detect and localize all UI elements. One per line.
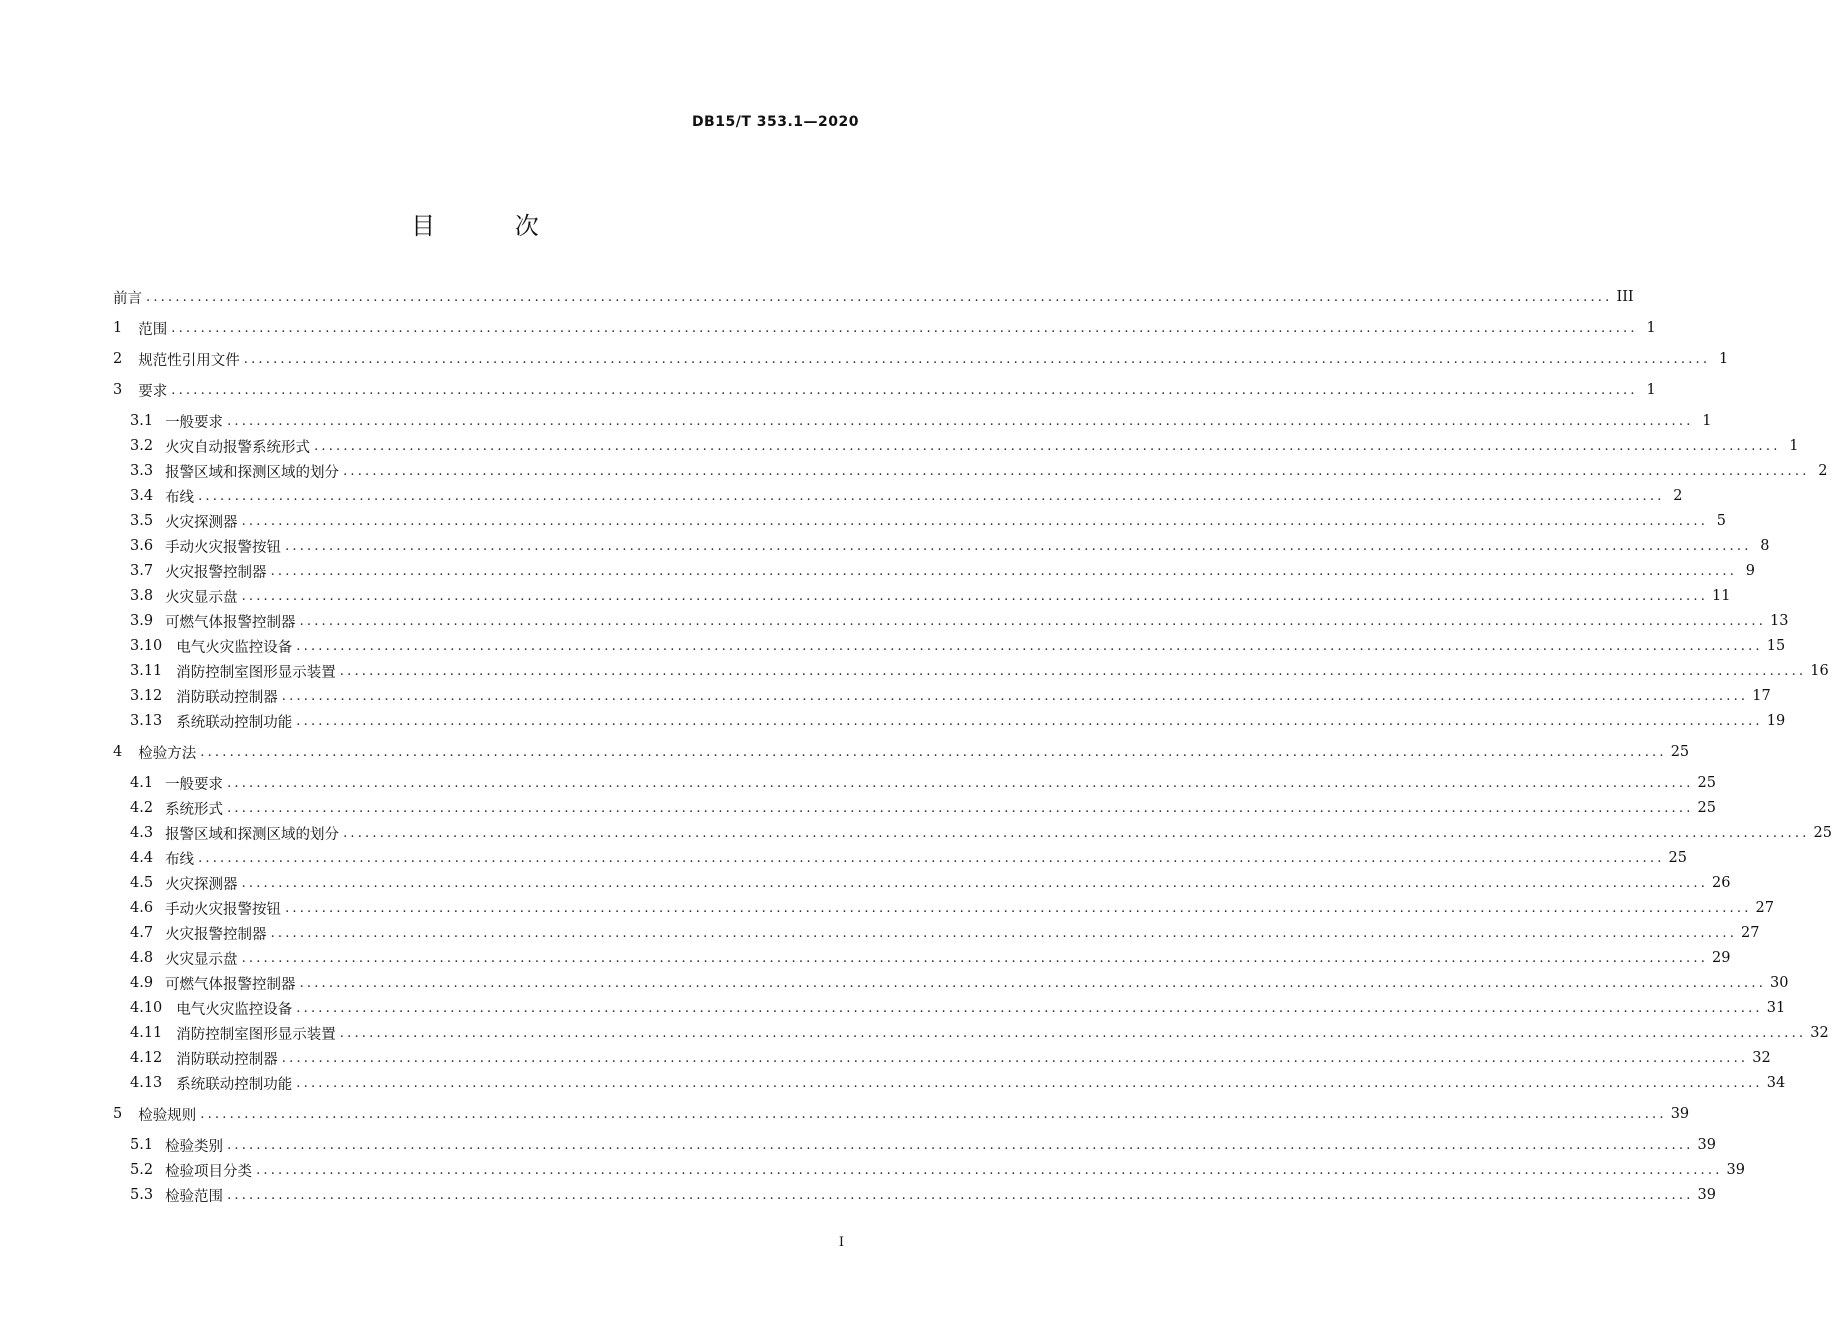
toc-entry-label: 检验类别 [165,1138,224,1155]
toc-entry-label: 可燃气体报警控制器 [165,976,296,993]
toc-entry-page: 25 [1670,744,1690,760]
toc-entry-label: 布线 [165,489,195,506]
toc-entry-number: 4 [113,744,123,760]
toc-entry-number: 3.9 [130,613,154,629]
toc-entry-number: 3.11 [130,663,163,679]
toc-leader-dots: ........................................................................................................................................................................................................ [296,638,1763,654]
toc-entry-number: 1 [113,320,123,336]
toc-entry-label: 消防控制室图形显示装置 [176,664,336,681]
toc-entry[interactable] [130,535,1770,557]
toc-entry-label: 一般要求 [165,414,224,431]
toc-entry-label: 检验项目分类 [165,1163,253,1180]
toc-entry[interactable] [130,510,1727,532]
toc-leader-dots: ........................................................................................................................................................................................................ [281,688,1749,704]
toc-entry-page: 30 [1770,975,1789,991]
toc-entry[interactable] [130,410,1712,432]
toc-entry-number: 5 [113,1106,123,1122]
toc-leader-dots: ........................................................................................................................................................................................................ [339,1025,1807,1041]
toc-leader-dots: ........................................................................................................................................................................................................ [299,975,1767,991]
toc-entry-page: 27 [1741,925,1760,941]
toc-entry-number: 3 [113,382,123,398]
toc-entry[interactable] [113,348,1729,370]
toc-entry-page: 39 [1697,1187,1716,1203]
toc-entry[interactable] [130,947,1731,969]
toc-leader-dots: ........................................................................................................................................................................................................ [270,925,1738,941]
toc-entry-number: 3.1 [130,413,154,429]
toc-entry[interactable] [130,660,1829,682]
toc-entry[interactable] [130,997,1786,1019]
toc-entry-page: 32 [1810,1025,1829,1041]
toc-entry-page: 19 [1766,713,1786,729]
toc-entry-page: 27 [1755,900,1774,916]
toc-entry-page: 11 [1712,588,1731,604]
toc-entry-number: 4.8 [130,950,154,966]
toc-entry-page: 13 [1770,613,1789,629]
toc-entry-label: 范围 [138,321,168,338]
toc-entry-label: 系统联动控制功能 [176,1076,293,1093]
toc-entry-label: 火灾显示盘 [165,589,238,606]
toc-entry-number: 3.2 [130,438,154,454]
toc-entry-page: 1 [1646,382,1656,398]
toc-leader-dots: ........................................................................................................................................................................................................ [241,588,1709,604]
toc-entry-label: 检验范围 [165,1188,224,1205]
toc-entry[interactable] [130,1159,1745,1181]
toc-entry-page: 9 [1745,563,1756,579]
toc-entry-number: 4.11 [130,1025,163,1041]
toc-entry-number: 4.6 [130,900,154,916]
toc-entry[interactable] [113,317,1656,339]
toc-leader-dots: ........................................................................................................................................................................................................ [270,563,1738,579]
toc-entry-label: 火灾显示盘 [165,951,238,968]
toc-entry[interactable] [130,897,1774,919]
toc-entry-page: 15 [1766,638,1786,654]
toc-entry-label: 可燃气体报警控制器 [165,614,296,631]
toc-entry[interactable] [130,1047,1771,1069]
toc-entry[interactable] [130,972,1789,994]
toc-entry-label: 报警区域和探测区域的划分 [165,826,340,843]
toc-entry-label: 前言 [113,290,142,307]
toc-entry[interactable] [113,1103,1690,1125]
toc-entry[interactable] [130,710,1786,732]
toc-entry-number: 3.7 [130,563,154,579]
toc-entry-label: 检验规则 [138,1107,197,1124]
toc-entry[interactable] [130,872,1731,894]
toc-entry-number: 4.3 [130,825,154,841]
toc-entry-label: 系统联动控制功能 [176,714,293,731]
toc-entry-page: 34 [1766,1075,1786,1091]
toc-leader-dots: ........................................................................................................................................................................................................ [146,289,1613,305]
toc-leader-dots: ........................................................................................................................................................................................................ [227,413,1694,429]
toc-entry-number: 4.4 [130,850,154,866]
toc-entry-page: 25 [1668,850,1687,866]
toc-leader-dots: ........................................................................................................................................................................................................ [339,663,1807,679]
toc-entry-label: 检验方法 [138,745,197,762]
toc-entry-page: III [1616,289,1634,305]
toc-entry[interactable] [130,685,1771,707]
toc-leader-dots: ........................................................................................................................................................................................................ [314,438,1781,454]
toc-entry-number: 4.10 [130,1000,163,1016]
toc-entry-label: 一般要求 [165,776,224,793]
toc-entry-label: 消防联动控制器 [176,689,278,706]
toc-entry-page: 25 [1697,800,1716,816]
toc-entry[interactable] [130,797,1716,819]
toc-entry-page: 2 [1673,488,1683,504]
toc-leader-dots: ........................................................................................................................................................................................................ [200,1106,1667,1122]
toc-entry[interactable] [130,635,1786,657]
toc-entry-label: 手动火灾报警按钮 [165,539,282,556]
toc-leader-dots: ........................................................................................................................................................................................................ [200,744,1667,760]
toc-entry-page: 31 [1766,1000,1786,1016]
toc-leader-dots: ........................................................................................................................................................................................................ [227,1187,1694,1203]
toc-entry-label: 电气火灾监控设备 [176,1001,293,1018]
toc-entry-number: 4.9 [130,975,154,991]
toc-entry-number: 2 [113,351,123,367]
toc-entry-number: 3.8 [130,588,154,604]
toc-leader-dots: ........................................................................................................................................................................................................ [285,900,1752,916]
toc-entry-page: 1 [1702,413,1712,429]
toc-entry-number: 4.7 [130,925,154,941]
toc-leader-dots: ........................................................................................................................................................................................................ [285,538,1752,554]
toc-leader-dots: ........................................................................................................................................................................................................ [227,800,1694,816]
toc-entry-page: 17 [1752,688,1771,704]
toc-entry[interactable] [130,435,1799,457]
toc-leader-dots: ........................................................................................................................................................................................................ [241,513,1709,529]
page-folio: I [838,1235,844,1250]
toc-entry-number: 3.13 [130,713,163,729]
toc-entry-number: 4.13 [130,1075,163,1091]
toc-entry-label: 火灾探测器 [165,514,238,531]
toc-leader-dots: ........................................................................................................................................................................................................ [198,488,1665,504]
toc-entry-label: 火灾报警控制器 [165,564,267,581]
toc-entry-page: 39 [1670,1106,1690,1122]
toc-leader-dots: ........................................................................................................................................................................................................ [296,1075,1763,1091]
toc-leader-dots: ........................................................................................................................................................................................................ [198,850,1665,866]
toc-entry-page: 29 [1712,950,1731,966]
toc-entry-number: 5.1 [130,1137,154,1153]
toc-entry-page: 5 [1716,513,1727,529]
toc-entry-number: 4.5 [130,875,154,891]
page-title: 目 次 [411,212,575,240]
toc-entry-number: 5.2 [130,1162,154,1178]
toc-leader-dots: ........................................................................................................................................................................................................ [241,875,1709,891]
toc-entry-page: 1 [1789,438,1799,454]
toc-entry-page: 39 [1697,1137,1716,1153]
toc-leader-dots: ........................................................................................................................................................................................................ [256,1162,1723,1178]
toc-entry[interactable] [130,822,1832,844]
toc-entry-label: 消防控制室图形显示装置 [176,1026,336,1043]
toc-entry-number: 4.2 [130,800,154,816]
toc-entry-page: 2 [1818,463,1828,479]
toc-entry-label: 规范性引用文件 [138,352,240,369]
toc-leader-dots: ........................................................................................................................................................................................................ [296,713,1763,729]
toc-entry-number: 3.6 [130,538,154,554]
toc-leader-dots: ........................................................................................................................................................................................................ [343,463,1810,479]
toc-entry-label: 电气火灾监控设备 [176,639,293,656]
toc-entry-page: 39 [1726,1162,1745,1178]
toc-leader-dots: ........................................................................................................................................................................................................ [281,1050,1749,1066]
toc-entry-label: 系统形式 [165,801,224,818]
toc-leader-dots: ........................................................................................................................................................................................................ [171,382,1638,398]
toc-entry-number: 4.12 [130,1050,163,1066]
toc-entry[interactable] [130,1022,1829,1044]
toc-entry-number: 3.4 [130,488,154,504]
toc-entry-number: 3.3 [130,463,154,479]
toc-entry-page: 25 [1697,775,1716,791]
toc-leader-dots: ........................................................................................................................................................................................................ [299,613,1767,629]
toc-entry-label: 火灾探测器 [165,876,238,893]
toc-entry-page: 8 [1760,538,1770,554]
doc-code: DB15/T 353.1—2020 [691,114,859,130]
toc-entry-label: 消防联动控制器 [176,1051,278,1068]
toc-entry-page: 32 [1752,1050,1771,1066]
toc-entry[interactable] [130,560,1756,582]
toc-leader-dots: ........................................................................................................................................................................................................ [343,825,1810,841]
toc-entry-label: 报警区域和探测区域的划分 [165,464,340,481]
toc-entry-page: 25 [1813,825,1832,841]
toc-entry-label: 布线 [165,851,195,868]
toc-entry-page: 26 [1712,875,1731,891]
toc-entry[interactable] [130,1134,1716,1156]
toc-entry[interactable] [130,772,1716,794]
toc-entry[interactable] [130,1072,1786,1094]
toc-entry[interactable] [130,460,1828,482]
toc-entry-number: 5.3 [130,1187,154,1203]
toc-leader-dots: ........................................................................................................................................................................................................ [227,1137,1694,1153]
toc-entry-number: 3.10 [130,638,163,654]
toc-entry-label: 火灾自动报警系统形式 [165,439,311,456]
toc-entry-label: 手动火灾报警按钮 [165,901,282,918]
toc-entry-page: 16 [1810,663,1829,679]
toc-entry[interactable] [130,922,1760,944]
toc-leader-dots: ........................................................................................................................................................................................................ [171,320,1638,336]
toc-entry[interactable] [130,1184,1716,1206]
toc-entry-number: 3.12 [130,688,163,704]
toc-entry-label: 火灾报警控制器 [165,926,267,943]
toc-entry-number: 4.1 [130,775,154,791]
toc-leader-dots: ........................................................................................................................................................................................................ [227,775,1694,791]
toc-entry[interactable] [113,379,1656,401]
toc-entry[interactable] [130,847,1687,869]
toc-entry[interactable] [130,485,1683,507]
toc-entry[interactable] [113,286,1634,308]
toc-entry-page: 1 [1646,320,1656,336]
toc-entry[interactable] [113,741,1690,763]
toc-leader-dots: ........................................................................................................................................................................................................ [241,950,1709,966]
toc-entry[interactable] [130,610,1789,632]
toc-leader-dots: ........................................................................................................................................................................................................ [243,351,1711,367]
toc-entry-label: 要求 [138,383,168,400]
toc-leader-dots: ........................................................................................................................................................................................................ [296,1000,1763,1016]
toc-entry-number: 3.5 [130,513,154,529]
toc-entry[interactable] [130,585,1731,607]
toc-entry-page: 1 [1718,351,1729,367]
